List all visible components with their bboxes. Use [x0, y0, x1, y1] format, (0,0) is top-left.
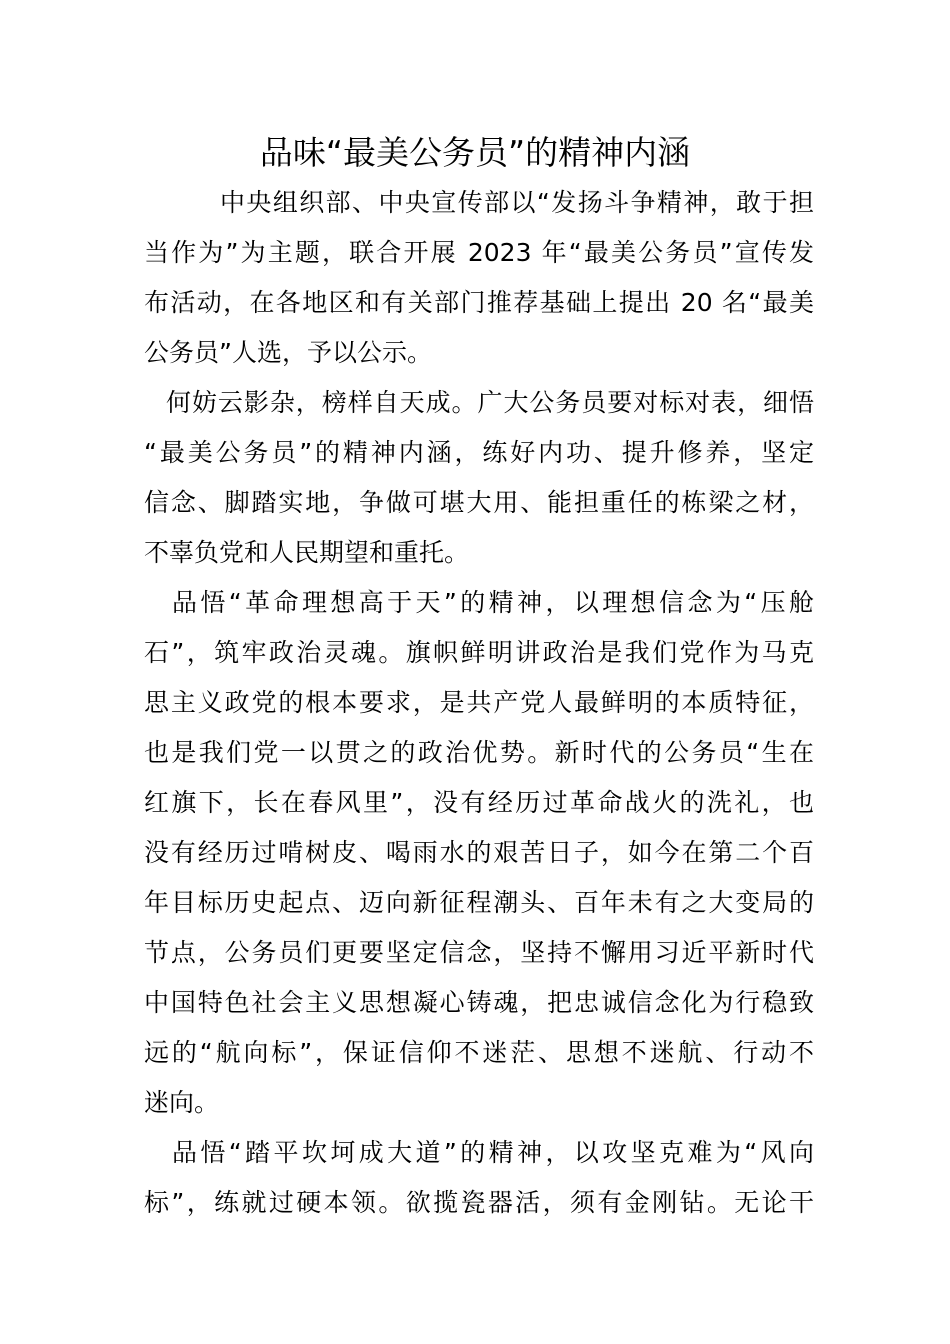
paragraph-line: 中国特色社会主义思想凝心铸魂，把忠诚信念化为行稳致: [144, 988, 814, 1017]
paragraph-line: 年目标历史起点、迈向新征程潮头、百年未有之大变局的: [144, 888, 814, 917]
paragraph-line: 也是我们党一以贯之的政治优势。新时代的公务员“生在: [144, 738, 814, 767]
paragraph-line: 布活动，在各地区和有关部门推荐基础上提出 20 名“最美: [144, 288, 814, 317]
paragraph-line: 标”，练就过硬本领。欲揽瓷器活，须有金刚钻。无论干: [144, 1188, 814, 1217]
paragraph-line: 品悟“革命理想高于天”的精神，以理想信念为“压舱: [172, 588, 814, 617]
paragraph-line: “最美公务员”的精神内涵，练好内功、提升修养，坚定: [144, 438, 814, 467]
paragraph-line: 何妨云影杂，榜样自天成。广大公务员要对标对表，细悟: [166, 388, 814, 417]
paragraph-line: 红旗下，长在春风里”，没有经历过革命战火的洗礼，也: [144, 788, 814, 817]
paragraph-line: 品悟“踏平坎坷成大道”的精神，以攻坚克难为“风向: [172, 1138, 814, 1167]
paragraph-line: 节点，公务员们更要坚定信念，坚持不懈用习近平新时代: [144, 938, 814, 967]
paragraph-line: 石”，筑牢政治灵魂。旗帜鲜明讲政治是我们党作为马克: [144, 638, 814, 667]
paragraph-line: 思主义政党的根本要求，是共产党人最鲜明的本质特征，: [144, 688, 814, 717]
paragraph-line: 迷向。: [144, 1088, 220, 1117]
paragraph-line: 当作为”为主题，联合开展 2023 年“最美公务员”宣传发: [144, 238, 814, 267]
paragraph-line: 公务员”人选，予以公示。: [144, 338, 432, 367]
paragraph-line: 中央组织部、中央宣传部以“发扬斗争精神，敢于担: [220, 188, 814, 217]
paragraph-line: 信念、脚踏实地，争做可堪大用、能担重任的栋梁之材，: [144, 488, 814, 517]
paragraph-line: 不辜负党和人民期望和重托。: [144, 538, 470, 567]
paragraph-line: 没有经历过啃树皮、喝雨水的艰苦日子，如今在第二个百: [144, 838, 814, 867]
paragraph-line: 远的“航向标”，保证信仰不迷茫、思想不迷航、行动不: [144, 1038, 814, 1067]
document-title: 品味“最美公务员”的精神内涵: [259, 133, 691, 172]
